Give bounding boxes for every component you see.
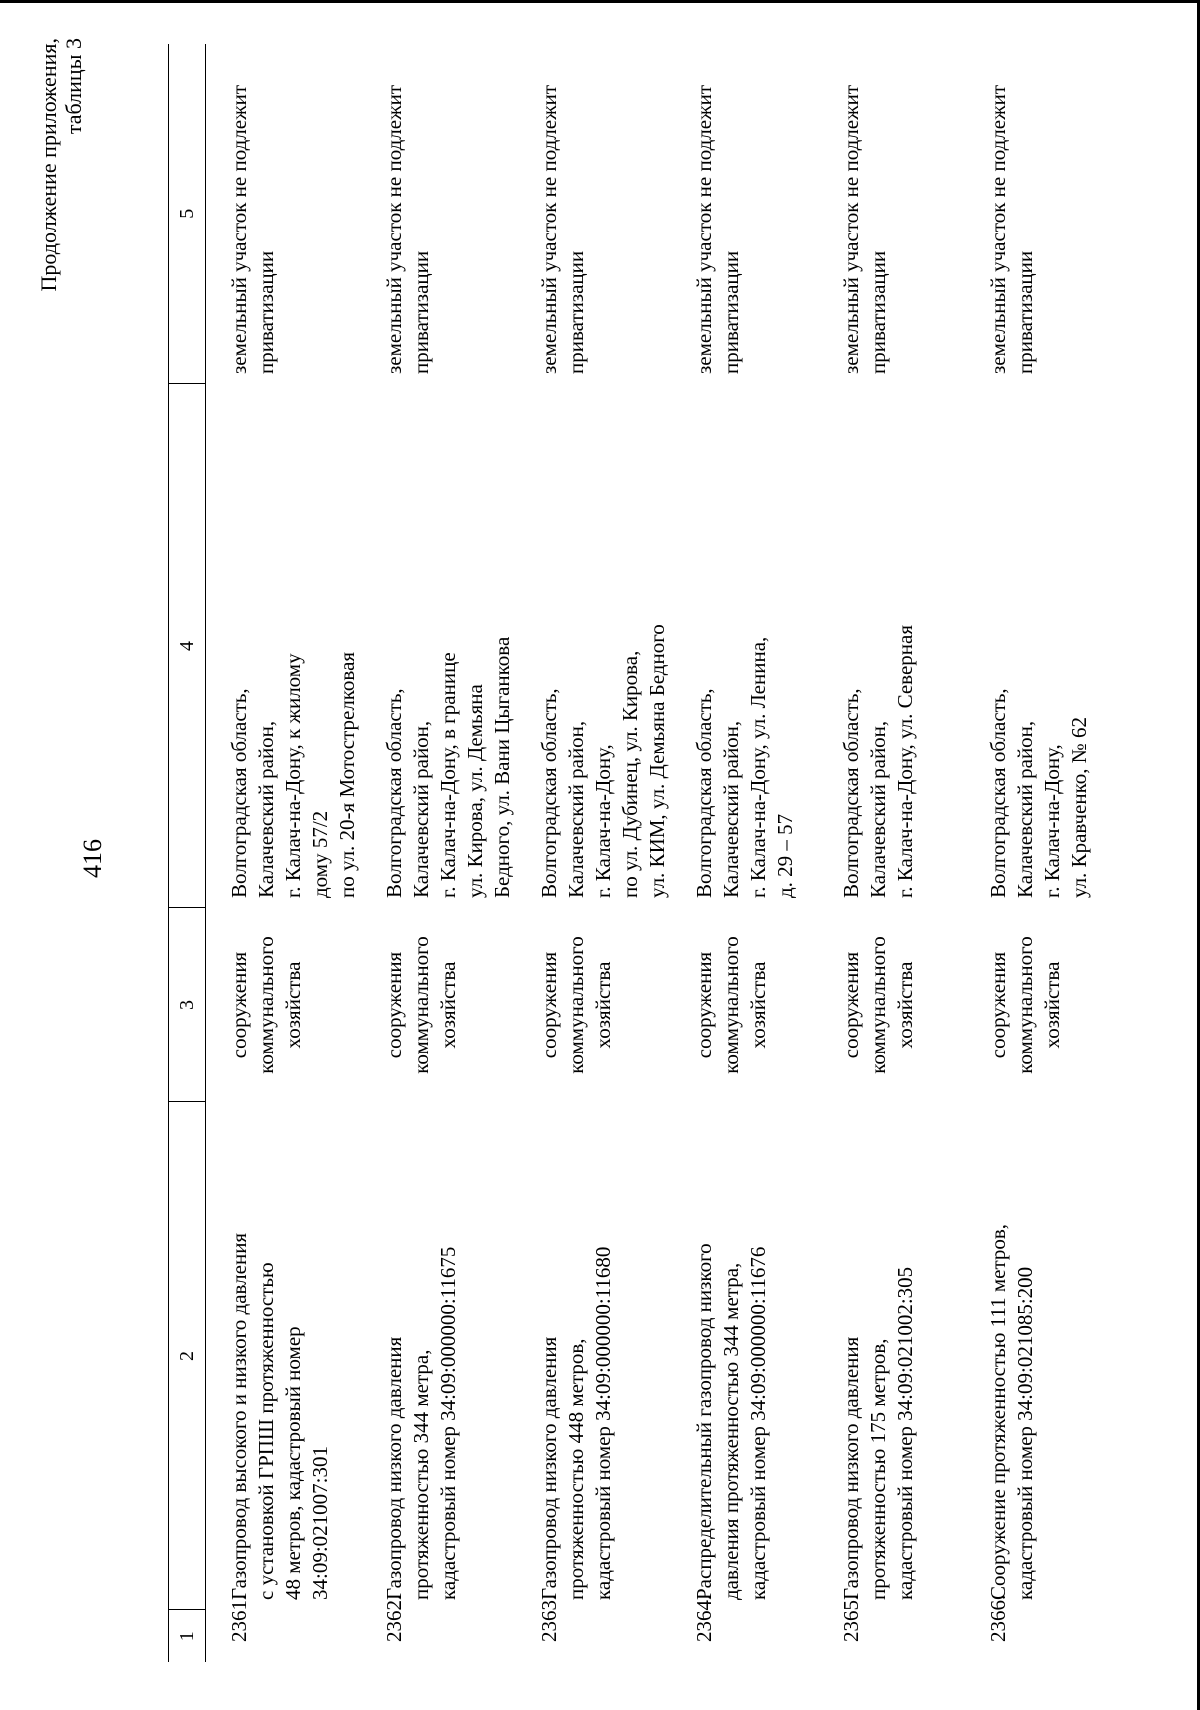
- note-line: земельный участок не подлежит: [986, 84, 1010, 374]
- object-type-cell: [516, 908, 671, 1102]
- address-cell: [516, 384, 671, 908]
- address-line: г. Калач-на-Дону, ул. Северная: [893, 625, 917, 898]
- note-line: приватизации: [719, 250, 743, 374]
- continuation-note-line: Продолжение приложения,: [36, 38, 61, 292]
- object-type-line: коммунального: [409, 936, 433, 1074]
- continuation-note: [36, 38, 86, 291]
- address-line: г. Калач-на-Дону, ул. Ленина,: [746, 636, 770, 898]
- object-name-line: 48 метров, кадастровый номер: [281, 1326, 305, 1600]
- object-name-line: 34:09:021007:301: [308, 1445, 332, 1600]
- note-cell: [206, 44, 362, 384]
- note-line: приватизации: [564, 250, 588, 374]
- row-number: 2361.: [227, 1594, 251, 1642]
- address-cell: [671, 384, 818, 908]
- address-line: г. Калач-на-Дону, к жилому: [281, 653, 305, 898]
- address-line: г. Калач-на-Дону,: [591, 744, 615, 898]
- table-row: [818, 44, 965, 1662]
- note-line: приватизации: [1013, 250, 1037, 374]
- object-name-line: кадастровый номер 34:09:021085:200: [1013, 1266, 1037, 1600]
- row-number: 2363.: [537, 1594, 561, 1642]
- column-header: 3: [169, 908, 206, 1102]
- row-number: 2364.: [692, 1594, 716, 1642]
- object-type-line: коммунального: [1013, 936, 1037, 1074]
- object-type-cell: [206, 908, 362, 1102]
- address-line: г. Калач-на-Дону, в границе: [436, 652, 460, 898]
- object-name-line: давления протяженностью 344 метра,: [719, 1262, 743, 1600]
- address-line: дому 57/2: [308, 810, 332, 898]
- address-line: по ул. 20-я Мотострелковая: [335, 651, 359, 898]
- note-line: приватизации: [254, 250, 278, 374]
- address-cell: [206, 384, 362, 908]
- object-name-line: Газопровод низкого давления: [839, 1336, 863, 1600]
- address-line: ул. КИМ, ул. Демьяна Бедного: [645, 624, 669, 898]
- note-line: земельный участок не подлежит: [537, 84, 561, 374]
- object-name-line: с установкой ГРПШ протяженностью: [254, 1262, 278, 1600]
- column-header: 5: [169, 44, 206, 384]
- note-line: земельный участок не подлежит: [839, 84, 863, 374]
- address-line: Калачевский район,: [564, 720, 588, 898]
- object-name-line: Газопровод высокого и низкого давления: [227, 1232, 251, 1600]
- address-line: Волгоградская область,: [537, 688, 561, 898]
- continuation-note-line: таблицы 3: [61, 38, 86, 135]
- column-header: 1: [169, 1610, 206, 1662]
- object-name-line: Распределительный газопровод низкого: [692, 1243, 716, 1600]
- address-line: Волгоградская область,: [986, 688, 1010, 898]
- object-type-line: хозяйства: [436, 961, 460, 1049]
- object-name-cell: [516, 1102, 671, 1610]
- address-line: Калачевский район,: [719, 720, 743, 898]
- note-line: приватизации: [866, 250, 890, 374]
- object-name-line: кадастровый номер 34:09:000000:11676: [746, 1246, 770, 1600]
- address-line: Бедного, ул. Вани Цыганкова: [490, 636, 514, 898]
- note-line: приватизации: [409, 250, 433, 374]
- table-row: [361, 44, 516, 1662]
- address-line: Волгоградская область,: [692, 688, 716, 898]
- address-line: Волгоградская область,: [839, 688, 863, 898]
- object-name-line: протяженностью 175 метров,: [866, 1338, 890, 1600]
- object-type-line: сооружения: [839, 951, 863, 1059]
- object-name-line: Сооружение протяженностью 111 метров,: [986, 1223, 1010, 1600]
- note-cell: [965, 44, 1112, 384]
- object-type-line: хозяйства: [746, 961, 770, 1049]
- object-name-line: кадастровый номер 34:09:000000:11675: [436, 1246, 460, 1600]
- column-header: 4: [169, 384, 206, 908]
- object-type-line: хозяйства: [893, 961, 917, 1049]
- object-type-line: сооружения: [537, 951, 561, 1059]
- page-number: 416: [78, 839, 107, 878]
- row-number: 2366.: [986, 1594, 1010, 1642]
- address-line: г. Калач-на-Дону,: [1040, 744, 1064, 898]
- address-line: Калачевский район,: [866, 720, 890, 898]
- object-type-line: коммунального: [866, 936, 890, 1074]
- note-cell: [818, 44, 965, 384]
- row-number: 2365.: [839, 1594, 863, 1642]
- address-cell: [818, 384, 965, 908]
- note-cell: [361, 44, 516, 384]
- object-name-cell: [818, 1102, 965, 1610]
- object-name-line: Газопровод низкого давления: [382, 1336, 406, 1600]
- address-line: д. 29 – 57: [773, 813, 797, 898]
- object-name-cell: [206, 1102, 362, 1610]
- object-type-line: коммунального: [719, 936, 743, 1074]
- table-header: [169, 44, 206, 1662]
- address-line: Волгоградская область,: [382, 688, 406, 898]
- table-row: [516, 44, 671, 1662]
- object-type-cell: [671, 908, 818, 1102]
- object-name-cell: [671, 1102, 818, 1610]
- object-type-line: хозяйства: [1040, 961, 1064, 1049]
- object-type-line: хозяйства: [281, 961, 305, 1049]
- object-name-line: кадастровый номер 34:09:000000:11680: [591, 1246, 615, 1600]
- table-row: [965, 44, 1112, 1662]
- table-body: [206, 44, 1113, 1662]
- address-line: Волгоградская область,: [227, 688, 251, 898]
- object-type-cell: [965, 908, 1112, 1102]
- table-row: [206, 44, 362, 1662]
- row-number: 2362.: [382, 1594, 406, 1642]
- address-cell: [361, 384, 516, 908]
- object-name-line: протяженностью 448 метров,: [564, 1338, 588, 1600]
- address-line: ул. Кирова, ул. Демьяна: [463, 684, 487, 898]
- object-name-cell: [361, 1102, 516, 1610]
- note-cell: [671, 44, 818, 384]
- object-type-line: сооружения: [986, 951, 1010, 1059]
- object-type-line: сооружения: [692, 951, 716, 1059]
- object-type-cell: [361, 908, 516, 1102]
- object-name-cell: [965, 1102, 1112, 1610]
- object-type-cell: [818, 908, 965, 1102]
- object-type-line: коммунального: [254, 936, 278, 1074]
- note-cell: [516, 44, 671, 384]
- address-line: ул. Кравченко, № 62: [1067, 716, 1091, 898]
- address-line: Калачевский район,: [254, 720, 278, 898]
- object-name-line: Газопровод низкого давления: [537, 1336, 561, 1600]
- object-name-line: кадастровый номер 34:09:021002:305: [893, 1266, 917, 1600]
- address-cell: [965, 384, 1112, 908]
- object-type-line: коммунального: [564, 936, 588, 1074]
- address-line: Калачевский район,: [409, 720, 433, 898]
- note-line: земельный участок не подлежит: [692, 84, 716, 374]
- object-name-line: протяженностью 344 метра,: [409, 1349, 433, 1600]
- column-header: 2: [169, 1102, 206, 1610]
- object-type-line: сооружения: [382, 951, 406, 1059]
- registry-table: [168, 44, 1112, 1662]
- note-line: земельный участок не подлежит: [227, 84, 251, 374]
- note-line: земельный участок не подлежит: [382, 84, 406, 374]
- object-type-line: хозяйства: [591, 961, 615, 1049]
- address-line: по ул. Дубинец, ул. Кирова,: [618, 650, 642, 898]
- address-line: Калачевский район,: [1013, 720, 1037, 898]
- table-row: [671, 44, 818, 1662]
- object-type-line: сооружения: [227, 951, 251, 1059]
